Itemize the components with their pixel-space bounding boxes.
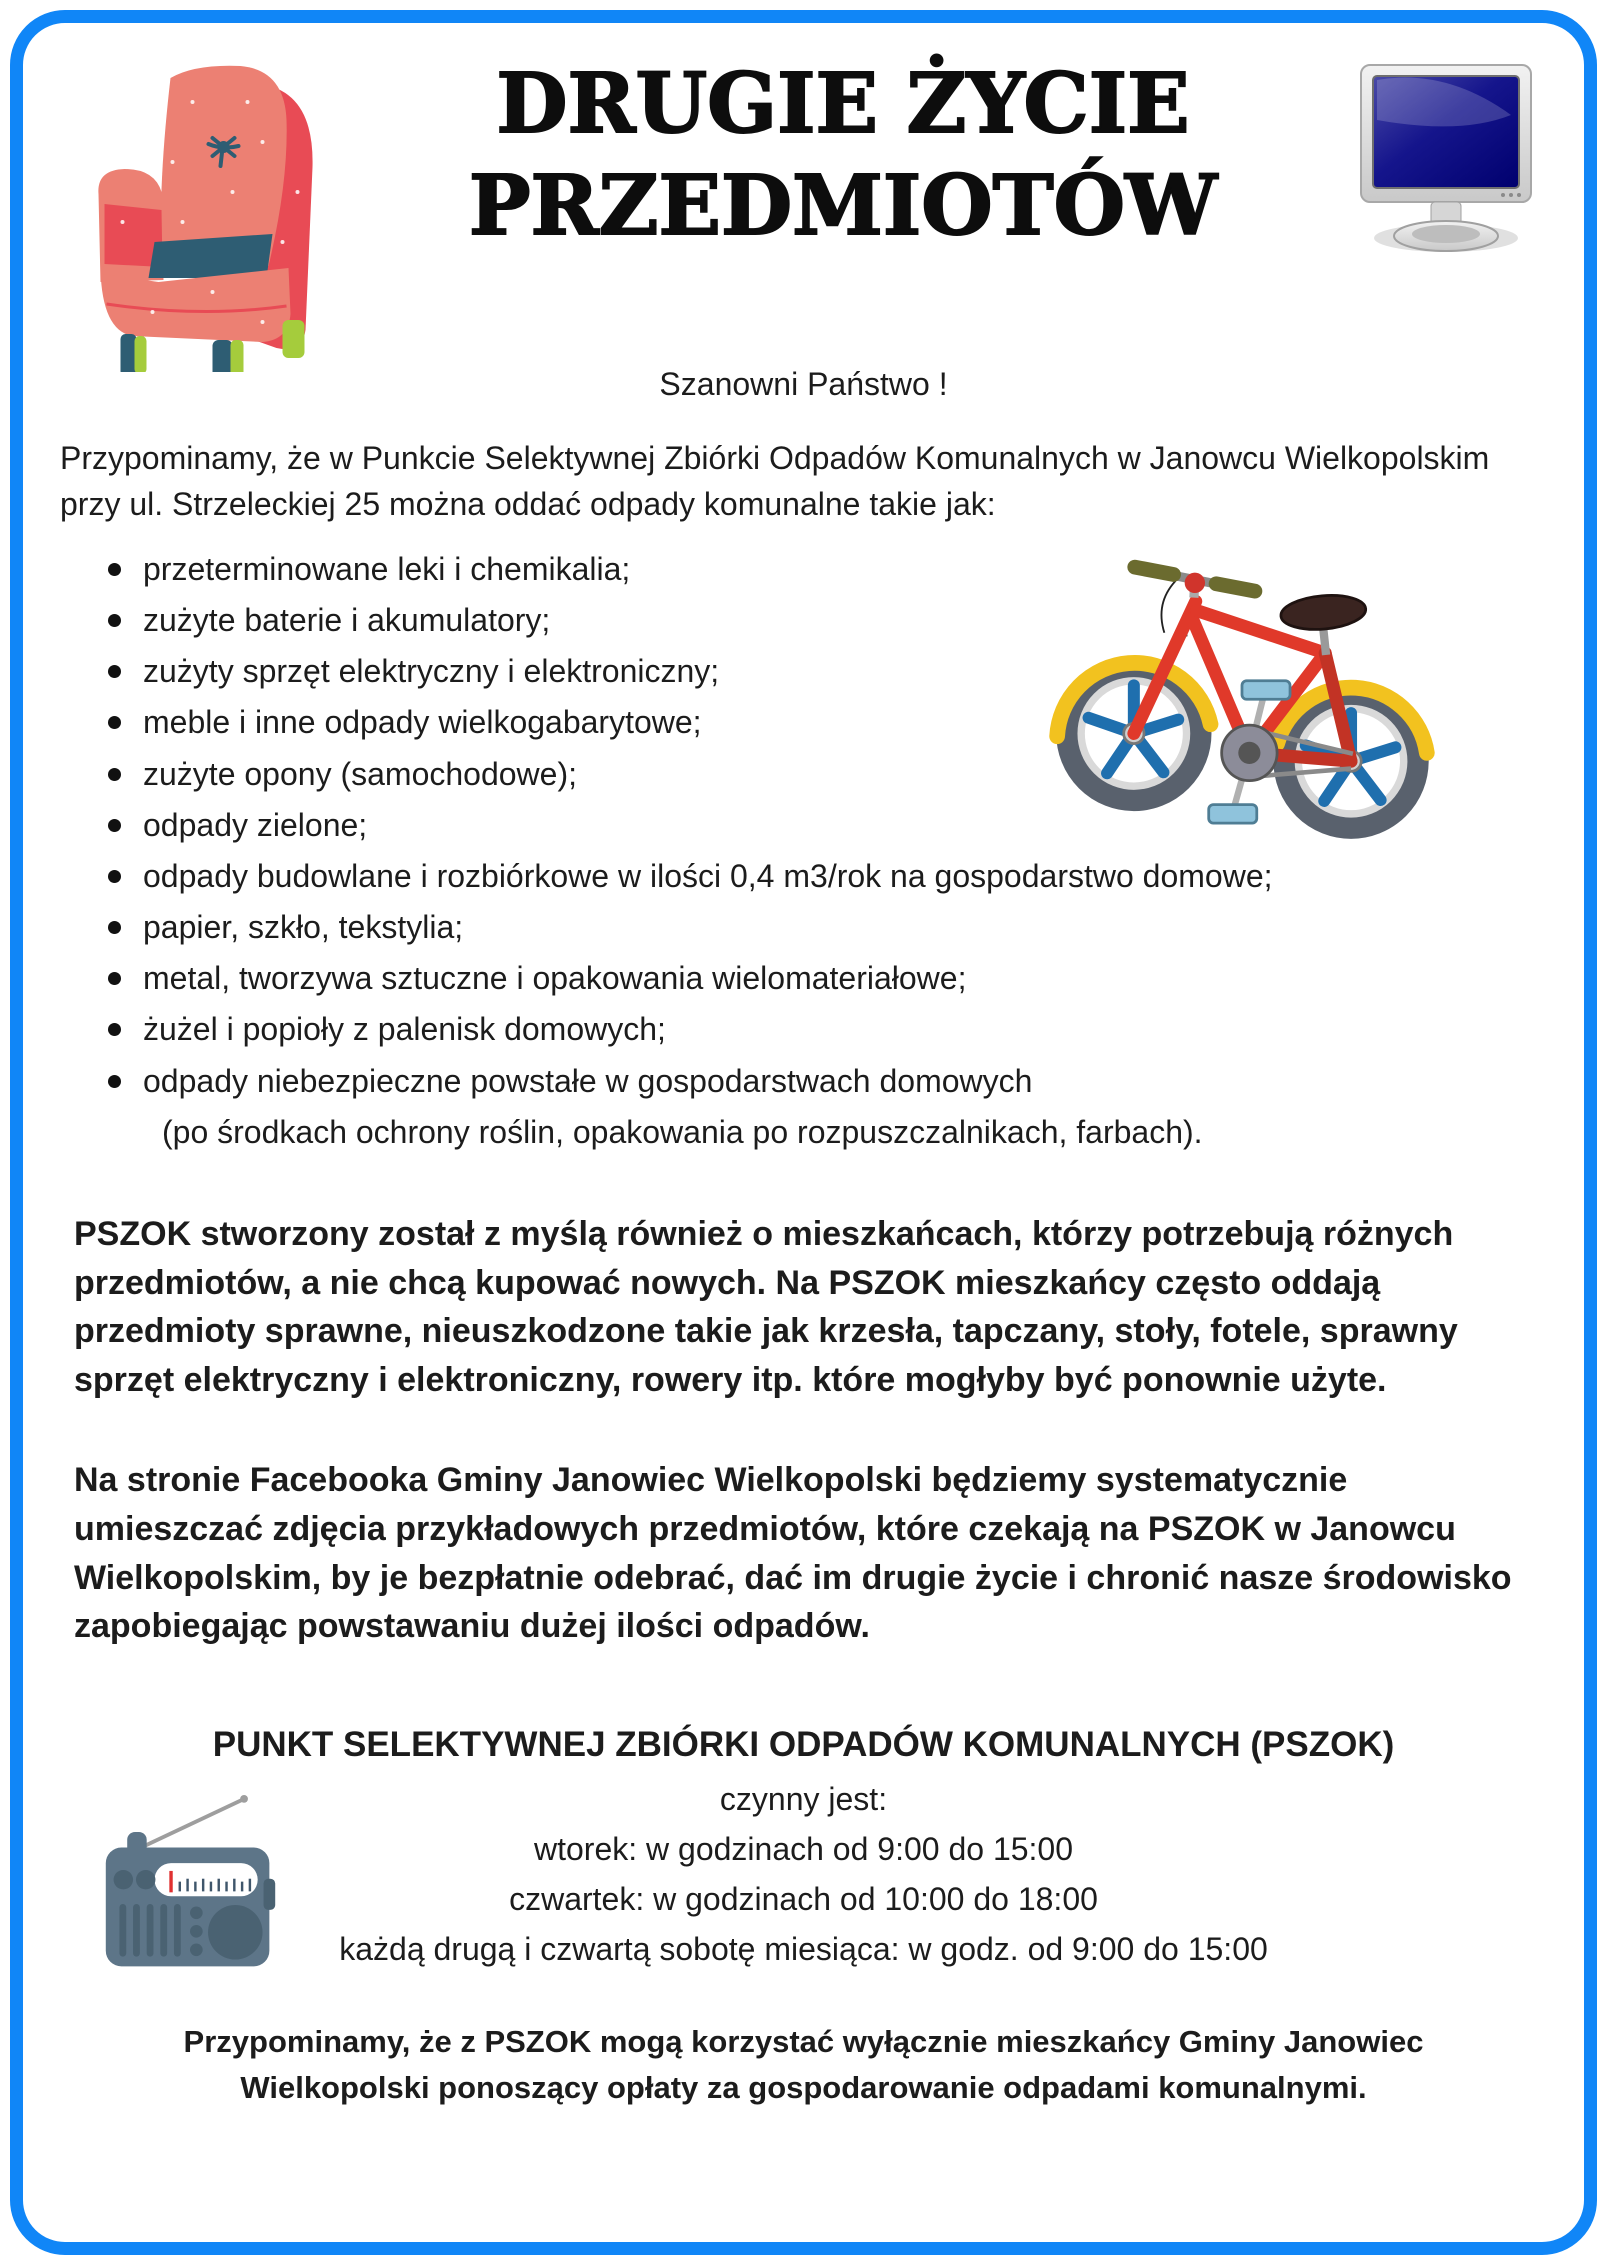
schedule-line: wtorek: w godzinach od 9:00 do 15:00 <box>533 1830 1074 1867</box>
bicycle-icon <box>1046 544 1462 849</box>
list-item <box>60 953 1547 1004</box>
list-item-label: żużel i popioły z palenisk domowych; <box>143 1011 666 1048</box>
list-item-label: zużyte baterie i akumulatory; <box>143 601 551 638</box>
schedule-subheading: czynny jest: <box>719 1780 888 1817</box>
list-item <box>60 544 1046 595</box>
list-item-label: odpady zielone; <box>143 806 368 843</box>
bullet-dot-icon <box>108 1023 121 1036</box>
bullet-dot-icon <box>108 870 121 883</box>
list-item <box>60 1004 1547 1055</box>
bullet-dot-icon <box>108 563 121 576</box>
list-item-label: papier, szkło, tekstylia; <box>143 909 464 946</box>
bullet-dot-icon <box>108 665 121 678</box>
list-item <box>60 1056 1547 1107</box>
monitor-icon <box>1351 60 1541 260</box>
list-item <box>60 851 1547 902</box>
list-item-label: przeterminowane leki i chemikalia; <box>143 550 631 587</box>
footer-note: Przypominamy, że z PSZOK mogą korzystać wyłącznie mieszkańcy Gminy Janowiec Wielkopolski ponoszący opłaty za gospodarowanie odpadami komunalnymi. <box>183 2023 1424 2106</box>
list-item <box>60 800 1046 851</box>
bullet-dot-icon <box>108 819 121 832</box>
facebook-paragraph: Na stronie Facebooka Gminy Janowiec Wielkopolski będziemy systematycznie umieszczać zdjęcia przykładowych przedmiotów, które czekają na PSZOK w Janowcu Wielkopolskim, by je bezpłatnie odebrać, dać im drugie życie i chronić nasze środowisko zapobiegając powstawaniu dużej ilości odpadów. <box>74 1461 1512 1646</box>
pszok-paragraph: PSZOK stworzony został z myślą również o mieszkańcach, którzy potrzebują różnych przedmiotów, a nie chcą kupować nowych. Na PSZOK mieszkańcy często oddają przedmioty sprawne, nieuszkodzone takie jak krzesła, tapczany, stoły, fotele, sprawny sprzęt elektryczny i elektroniczny, rowery itp. które mogłyby być ponownie użyte. <box>74 1215 1458 1399</box>
list-item <box>60 595 1046 646</box>
schedule-section <box>60 1775 1547 1975</box>
list-item <box>60 902 1547 953</box>
bullet-dot-icon <box>108 921 121 934</box>
title-line-2: PRZEDMIOTÓW <box>468 157 1218 254</box>
bullet-dot-icon <box>108 972 121 985</box>
header <box>60 42 1547 372</box>
list-item-label: meble i inne odpady wielkogabarytowe; <box>143 704 702 741</box>
list-item-label: zużyte opony (samochodowe); <box>143 755 577 792</box>
intro-paragraph: Przypominamy, że w Punkcie Selektywnej Zbiórki Odpadów Komunalnych w Janowcu Wielkopolskim przy ul. Strzeleckiej 25 można oddać odpady komunalne takie jak: <box>60 440 1490 523</box>
waste-list-section <box>60 544 1547 1158</box>
list-item-label: zużyty sprzęt elektryczny i elektroniczny; <box>143 653 720 690</box>
page-title <box>335 54 1351 257</box>
list-item-label: odpady niebezpieczne powstałe w gospodarstwach domowych <box>143 1062 1033 1099</box>
list-item <box>60 646 1046 697</box>
radio-icon <box>98 1789 283 1984</box>
bullet-dot-icon <box>108 768 121 781</box>
bullet-dot-icon <box>108 716 121 729</box>
bullet-dot-icon <box>108 1075 121 1088</box>
list-item-label: metal, tworzywa sztuczne i opakowania wielomateriałowe; <box>143 960 967 997</box>
schedule-line: czwartek: w godzinach od 10:00 do 18:00 <box>509 1880 1098 1917</box>
waste-list-note: (po środkach ochrony roślin, opakowania po rozpuszczalnikach, farbach). <box>162 1113 1203 1150</box>
greeting: Szanowni Państwo ! <box>659 366 948 402</box>
schedule-hours <box>60 1825 1547 1975</box>
schedule-heading: PUNKT SELEKTYWNEJ ZBIÓRKI ODPADÓW KOMUNALNYCH (PSZOK) <box>212 1724 1395 1764</box>
title-line-1: DRUGIE ŻYCIE <box>496 56 1190 152</box>
schedule-line: każdą drugą i czwartą sobotę miesiąca: w godz. od 9:00 do 15:00 <box>339 1930 1268 1967</box>
bullet-dot-icon <box>108 614 121 627</box>
list-item <box>60 697 1046 748</box>
list-item <box>60 749 1046 800</box>
list-item-label: odpady budowlane i rozbiórkowe w ilości 0,4 m3/rok na gospodarstwo domowe; <box>143 857 1273 894</box>
armchair-icon <box>60 42 335 372</box>
